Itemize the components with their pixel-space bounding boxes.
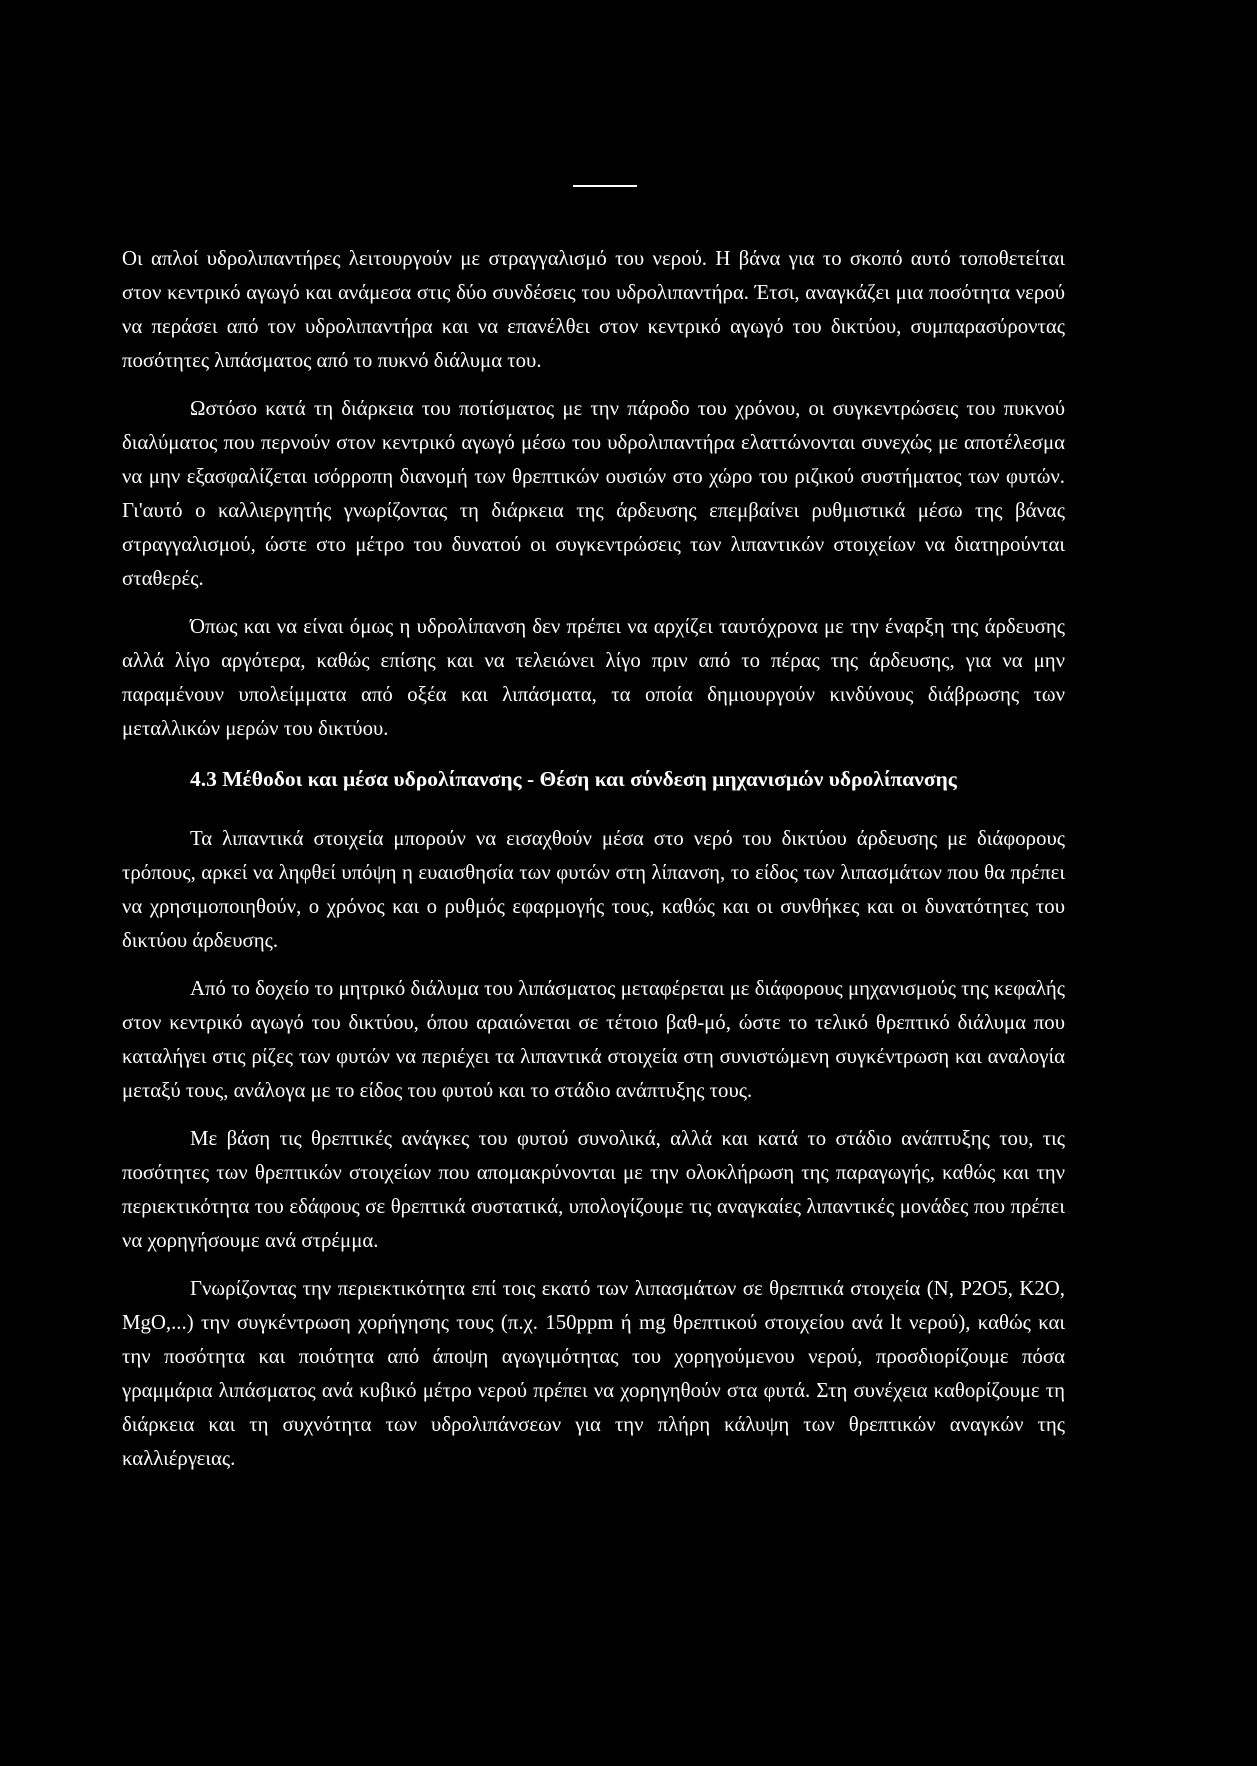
section-heading: 4.3 Μέθοδοι και μέσα υδρολίπανσης - Θέση και σύνδεση μηχανισμών υδρολίπανσης <box>190 767 957 791</box>
paragraph-nutrient-needs: Με βάση τις θρεπτικές ανάγκες του φυτού συνολικά, αλλά και κατά το στάδιο ανάπτυξης του, τις ποσότητες των θρεπτικών στοιχείων που απομακρύνονται με την ολοκλήρωση της παραγωγής, καθώς και την περιεκτικότητα του εδάφους σε θρεπτικά συστατικά, υπολογίζουμε τις αναγκαίες λιπαντικές μονάδες που πρέπει να χορηγήσουμε ανά στρέμμα. <box>122 1127 1065 1252</box>
document-page <box>122 242 1065 1476</box>
top-rule <box>573 185 637 187</box>
paragraph-concentration: Ωστόσο κατά τη διάρκεια του ποτίσματος με την πάροδο του χρόνου, οι συγκεντρώσεις του πυκνού διαλύματος που περνούν στον κεντρικό αγωγό μέσω του υδρολιπαντήρα ελαττώνονται συνεχώς με αποτέλεσμα να μην εξασφαλίζεται ισόρροπη διανομή των θρεπτικών ουσιών στο χώρο του ριζικού συστήματος των φυτών. Γι'αυτό ο καλλιεργητής γνωρίζοντας τη διάρκεια της άρδευσης επεμβαίνει ρυθμιστικά μέσω της βάνας στραγγαλισμού, ώστε στο μέτρο του δυνατού οι συγκεντρώσεις των λιπαντικών στοιχείων να διατηρούνται σταθερές. <box>122 397 1065 590</box>
paragraph-timing: Όπως και να είναι όμως η υδρολίπανση δεν πρέπει να αρχίζει ταυτόχρονα με την έναρξη της άρδευσης αλλά λίγο αργότερα, καθώς επίσης και να τελειώνει λίγο πριν από το πέρας της άρδευσης, για να μην παραμένουν υπολείμματα από οξέα και λιπάσματα, τα οποία δημιουργούν κινδύνους διάβρωσης των μεταλλικών μερών του δικτύου. <box>122 615 1065 740</box>
paragraph-dosage: Γνωρίζοντας την περιεκτικότητα επί τοις εκατό των λιπασμάτων σε θρεπτικά στοιχεία (Ν, Ρ2Ο5, Κ2Ο, MgO,...) την συγκέντρωση χορήγησης τους (π.χ. 150ppm ή mg θρεπτικού στοιχείου ανά lt νερού), καθώς και την ποσότητα και ποιότητα από άποψη αγωγιμότητας του χορηγούμενου νερού, προσδιορίζουμε πόσα γραμμάρια λιπάσματος ανά κυβικό μέτρο νερού πρέπει να χορηγηθούν στα φυτά. Στη συνέχεια καθορίζουμε τη διάρκεια και τη συχνότητα των υδρολιπάνσεων για την πλήρη κάλυψη των θρεπτικών αναγκών της καλλιέργειας. <box>122 1277 1065 1470</box>
paragraph-stock-solution: Από το δοχείο το μητρικό διάλυμα του λιπάσματος μεταφέρεται με διάφορους μηχανισμούς της κεφαλής στον κεντρικό αγωγό του δικτύου, όπου αραιώνεται σε τέτοιο βαθ-μό, ώστε το τελικό θρεπτικό διάλυμα που καταλήγει στις ρίζες των φυτών να περιέχει τα λιπαντικά στοιχεία στη συνιστώμενη συγκέντρωση και αναλογία μεταξύ τους, ανάλογα με το είδος του φυτού και το στάδιο ανάπτυξης τους. <box>122 977 1065 1102</box>
paragraph-methods: Τα λιπαντικά στοιχεία μπορούν να εισαχθούν μέσα στο νερό του δικτύου άρδευσης με διάφορους τρόπους, αρκεί να ληφθεί υπόψη η ευαισθησία των φυτών στη λίπανση, το είδος των λιπασμάτων που θα πρέπει να χρησιμοποιηθούν, ο χρόνος και ο ρυθμός εφαρμογής τους, καθώς και οι συνθήκες και οι δυνατότητες του δικτύου άρδευσης. <box>122 827 1065 952</box>
paragraph-intro: Οι απλοί υδρολιπαντήρες λειτουργούν με στραγγαλισμό του νερού. Η βάνα για το σκοπό αυτό τοποθετείται στον κεντρικό αγωγό και ανάμεσα στις δύο συνδέσεις του υδρολιπαντήρα. Έτσι, αναγκάζει μια ποσότητα νερού να περάσει από τον υδρολιπαντήρα και να επανέλθει στον κεντρικό αγωγό του δικτύου, συμπαρασύροντας ποσότητες λιπάσματος από το πυκνό διάλυμα του. <box>122 247 1065 372</box>
